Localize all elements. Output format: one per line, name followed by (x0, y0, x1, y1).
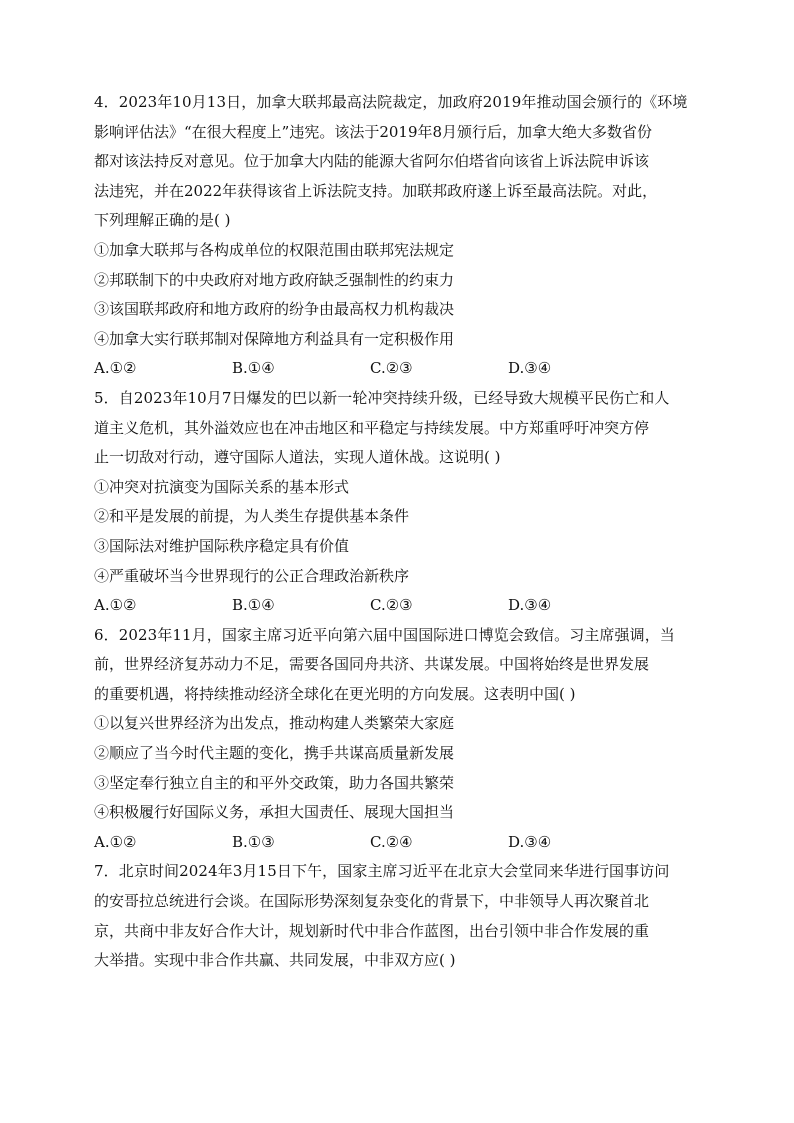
question-7 (94, 857, 698, 975)
choice-c: C.②④ (370, 832, 413, 851)
statement-option: ②和平是发展的前提，为人类生存提供基本条件 (94, 507, 410, 526)
choice-d: D.③④ (508, 359, 552, 378)
choice-d: D.③④ (508, 596, 552, 615)
choice-a: A.①② (94, 596, 137, 615)
statement-option: ③国际法对维护国际秩序稳定具有价值 (94, 536, 350, 555)
question-stem-line: 的重要机遇，将持续推动经济全球化在更光明的方向发展。这表明中国( ) (94, 684, 576, 703)
statement-option: ④加拿大实行联邦制对保障地方利益具有一定积极作用 (94, 329, 455, 348)
answer-choices (94, 591, 698, 621)
statement-option: ②顺应了当今时代主题的变化，携手共谋高质量新发展 (94, 744, 455, 763)
statement-option: ②邦联制下的中央政府对地方政府缺乏强制性的约束力 (94, 270, 455, 289)
statement-option: ④严重破坏当今世界现行的公正合理政治新秩序 (94, 566, 410, 585)
question-stem-line: 的安哥拉总统进行会谈。在国际形势深刻复杂变化的背景下，中非领导人再次聚首北 (94, 892, 650, 911)
statement-option: ①冲突对抗演变为国际关系的基本形式 (94, 477, 350, 496)
question-stem-line: 下列理解正确的是( ) (94, 211, 231, 230)
choice-d: D.③④ (508, 832, 552, 851)
question-stem-line: 大举措。实现中非合作共赢、共同发展，中非双方应( ) (94, 951, 456, 970)
choice-c: C.②③ (370, 596, 413, 615)
question-stem-line: 道主义危机，其外溢效应也在冲击地区和平稳定与持续发展。中方郑重呼吁冲突方停 (94, 418, 650, 437)
question-stem-line: 止一切敌对行动，遵守国际人道法，实现人道休战。这说明( ) (94, 448, 501, 467)
question-5 (94, 384, 698, 621)
question-6 (94, 621, 698, 858)
choice-c: C.②③ (370, 359, 413, 378)
question-stem-line: 都对该法持反对意见。位于加拿大内陆的能源大省阿尔伯塔省向该省上诉法院申诉该 (94, 152, 650, 171)
question-stem-line: 5．自2023年10月7日爆发的巴以新一轮冲突持续升级，已经导致大规模平民伤亡和人 (94, 388, 670, 407)
question-stem-line: 影响评估法》“在很大程度上”违宪。该法于2019年8月颁行后，加拿大绝大多数省份 (94, 122, 653, 141)
question-stem-line: 7．北京时间2024年3月15日下午，国家主席习近平在北京大会堂同来华进行国事访问 (94, 862, 670, 881)
statement-option: ③坚定奉行独立自主的和平外交政策，助力各国共繁荣 (94, 773, 455, 792)
answer-choices (94, 828, 698, 858)
choice-a: A.①② (94, 832, 137, 851)
statement-option: ①以复兴世界经济为出发点，推动构建人类繁荣大家庭 (94, 714, 455, 733)
statement-option: ③该国联邦政府和地方政府的纷争由最高权力机构裁决 (94, 300, 455, 319)
question-4 (94, 88, 698, 384)
question-stem-line: 前，世界经济复苏动力不足，需要各国同舟共济、共谋发展。中国将始终是世界发展 (94, 655, 650, 674)
question-stem-line: 6．2023年11月，国家主席习近平向第六届中国国际进口博览会致信。习主席强调，当 (94, 625, 675, 644)
answer-choices (94, 354, 698, 384)
choice-b: B.①④ (232, 596, 275, 615)
choice-a: A.①② (94, 359, 137, 378)
statement-option: ①加拿大联邦与各构成单位的权限范围由联邦宪法规定 (94, 240, 455, 259)
question-stem-line: 法违宪，并在2022年获得该省上诉法院支持。加联邦政府遂上诉至最高法院。对此， (94, 181, 658, 200)
question-stem-line: 4．2023年10月13日，加拿大联邦最高法院裁定，加政府2019年推动国会颁行的《环境 (94, 93, 688, 111)
choice-b: B.①③ (232, 832, 275, 851)
question-stem-line: 京，共商中非友好合作大计，规划新时代中非合作蓝图，出台引领中非合作发展的重 (94, 921, 650, 940)
choice-b: B.①④ (232, 359, 275, 378)
statement-option: ④积极履行好国际义务，承担大国责任、展现大国担当 (94, 803, 455, 822)
